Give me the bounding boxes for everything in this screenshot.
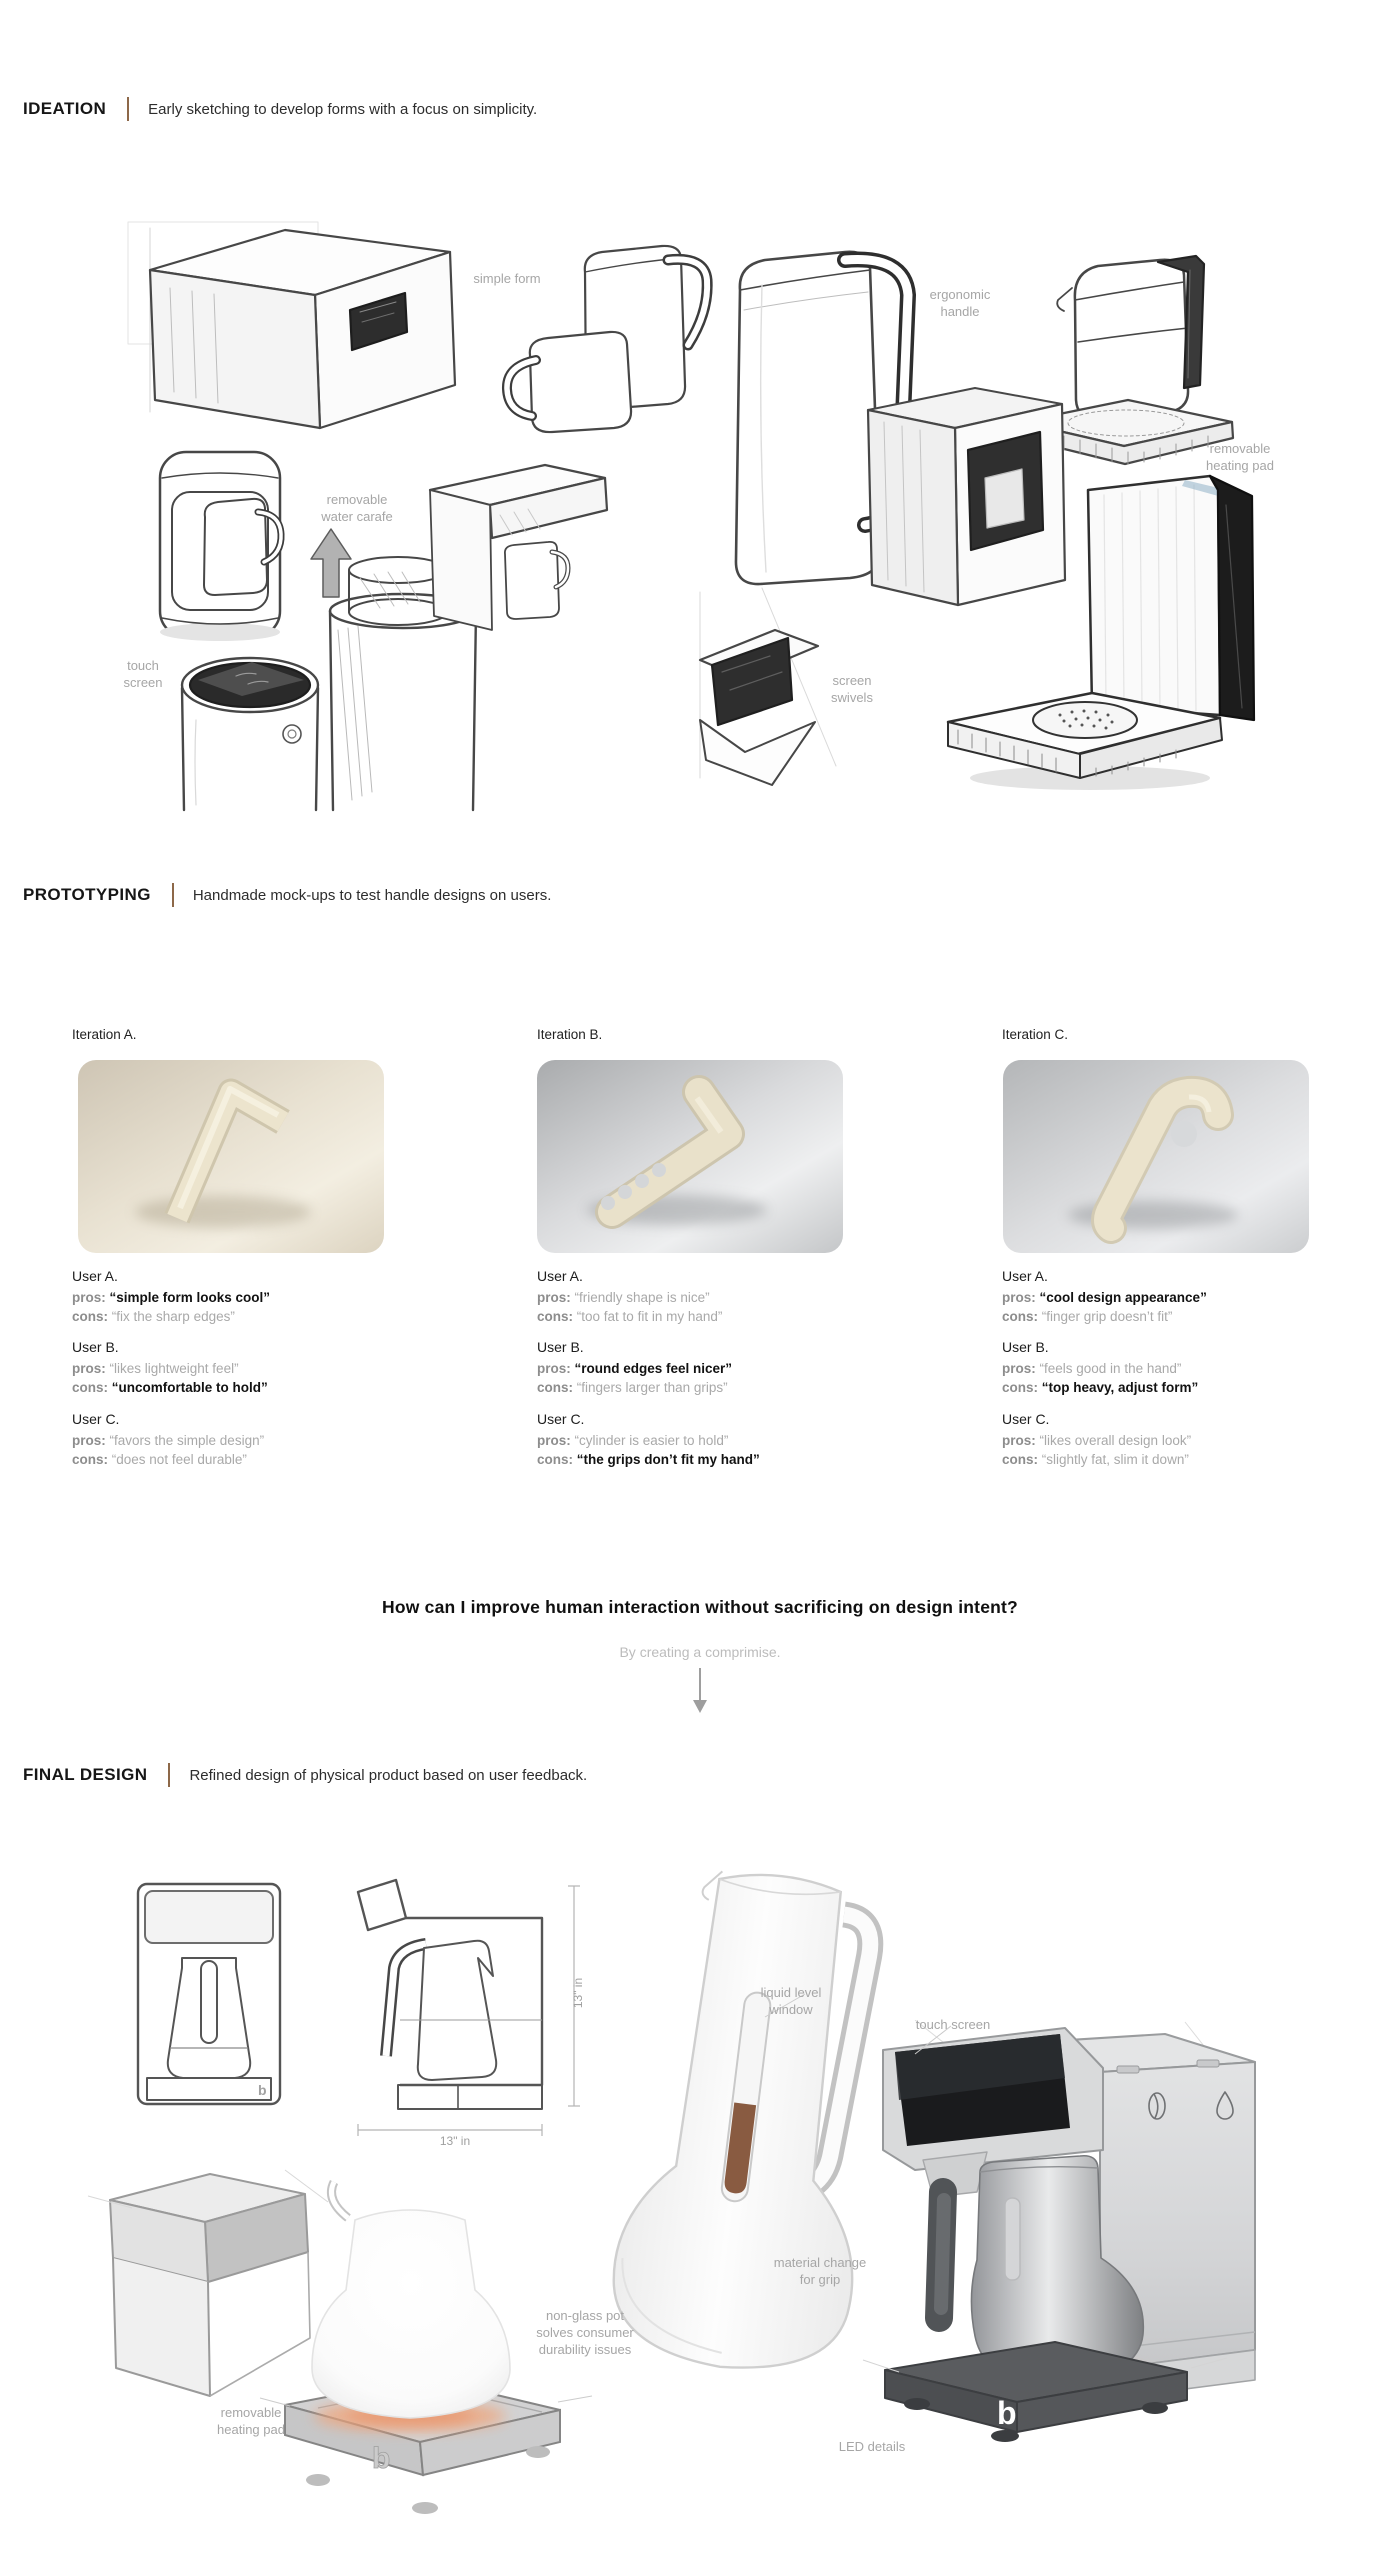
- sketch-slab-machine: [430, 465, 607, 630]
- cons-label: cons:: [72, 1380, 109, 1396]
- annotation-line: removable: [1209, 441, 1271, 456]
- pros-quote: “likes overall design look”: [1039, 1432, 1192, 1448]
- question-answer: By creating a comprimise.: [619, 1644, 781, 1660]
- pros-line: [72, 1359, 412, 1378]
- annotation-removable-heating-pad-final: [171, 2404, 331, 2438]
- pros-quote: “favors the simple design”: [109, 1432, 265, 1448]
- user-label: User C.: [1002, 1410, 1050, 1427]
- sketch-console-machine: [128, 222, 455, 428]
- pros-quote: “cool design appearance”: [1039, 1290, 1207, 1305]
- pros-quote: “friendly shape is nice”: [574, 1290, 710, 1305]
- prototype-photo-a: [78, 1060, 384, 1253]
- question-heading: How can I improve human interaction without sacrificing on design intent?: [382, 1597, 1018, 1617]
- pros-quote: “round edges feel nicer”: [574, 1361, 733, 1377]
- front-view-drawing: [130, 1880, 290, 2120]
- annotation-screen-swivels: [772, 672, 932, 706]
- feedback-column-a: [72, 1268, 412, 1482]
- annotation-line: LED details: [838, 2439, 906, 2454]
- height-dimension: 13" in: [571, 1977, 585, 2009]
- pros-label: pros:: [1002, 1361, 1036, 1377]
- cons-line: [72, 1378, 412, 1397]
- user-label: User B.: [537, 1339, 584, 1356]
- cons-line: [1002, 1307, 1342, 1326]
- annotation-line: for grip: [799, 2272, 841, 2288]
- user-feedback: [537, 1411, 877, 1469]
- user-label: User A.: [537, 1268, 583, 1284]
- iteration-b-label: Iteration B.: [537, 1027, 603, 1042]
- heating-pad-sketch: [80, 2160, 600, 2560]
- pros-label: pros:: [72, 1361, 106, 1377]
- iteration-c-label: Iteration C.: [1002, 1027, 1069, 1042]
- section-title: FINAL DESIGN: [23, 1765, 148, 1784]
- user-label: User B.: [1002, 1339, 1049, 1356]
- cons-quote: “uncomfortable to hold”: [111, 1380, 268, 1396]
- sketch-window-machine: [868, 388, 1065, 605]
- feedback-column-b: [537, 1268, 877, 1482]
- user-label: User A.: [72, 1268, 118, 1284]
- cons-label: cons:: [537, 1380, 574, 1396]
- pros-line: [537, 1359, 877, 1378]
- user-label: User C.: [72, 1410, 120, 1427]
- cons-line: [1002, 1450, 1342, 1469]
- pros-line: [1002, 1359, 1342, 1378]
- pros-quote: “feels good in the hand”: [1039, 1361, 1182, 1377]
- annotation-touch-screen: [63, 657, 223, 691]
- user-feedback: [1002, 1339, 1342, 1397]
- final-machine-render: [855, 2020, 1280, 2460]
- cons-quote: “too fat to fit in my hand”: [576, 1309, 723, 1325]
- handle-c-illustration: [1003, 1060, 1309, 1253]
- cons-line: [537, 1307, 877, 1326]
- cons-quote: “fix the sharp edges”: [111, 1309, 235, 1325]
- cons-line: [537, 1450, 877, 1469]
- annotation-touch-screen-final: [873, 2016, 1033, 2033]
- annotation-line: removable: [326, 492, 388, 507]
- annotation-line: swivels: [831, 690, 873, 706]
- pros-label: pros:: [72, 1290, 106, 1305]
- pros-line: [1002, 1288, 1342, 1307]
- annotation-removable-heating-pad: [1160, 440, 1320, 474]
- annotation-ergonomic-handle: [880, 286, 1040, 320]
- annotation-line: solves consumer: [536, 2325, 634, 2341]
- cons-label: cons:: [72, 1451, 109, 1467]
- user-feedback: [72, 1411, 412, 1469]
- pros-label: pros:: [537, 1361, 571, 1377]
- width-dimension: 13" in: [439, 2134, 471, 2148]
- user-label: User B.: [72, 1339, 119, 1356]
- annotation-line: heating pad: [1206, 458, 1274, 474]
- divider-bar: [168, 1763, 170, 1787]
- cons-quote: “top heavy, adjust form”: [1041, 1380, 1199, 1396]
- annotation-simple-form: [427, 270, 587, 287]
- user-feedback: [537, 1339, 877, 1397]
- cons-label: cons:: [537, 1451, 574, 1467]
- brand-logo: b: [997, 2395, 1017, 2431]
- annotation-line: simple form: [473, 271, 541, 286]
- brand-logo: b: [372, 2442, 391, 2475]
- pros-line: [1002, 1431, 1342, 1450]
- user-label: User C.: [537, 1410, 585, 1427]
- annotation-liquid-level-window: [711, 1984, 871, 2018]
- cons-line: [72, 1450, 412, 1469]
- divider-bar: [127, 97, 129, 121]
- annotation-non-glass-pot: [495, 2307, 675, 2358]
- pros-label: pros:: [1002, 1432, 1036, 1448]
- cons-quote: “finger grip doesn’t fit”: [1041, 1309, 1173, 1325]
- cons-quote: “does not feel durable”: [111, 1451, 247, 1467]
- cons-label: cons:: [1002, 1451, 1039, 1467]
- pros-quote: “cylinder is easier to hold”: [574, 1432, 729, 1448]
- sketch-carafe-machine: [160, 452, 281, 641]
- pros-line: [537, 1288, 877, 1307]
- pros-quote: “simple form looks cool”: [109, 1290, 271, 1305]
- annotation-line: ergonomic: [929, 287, 991, 302]
- annotation-line: durability issues: [538, 2342, 632, 2358]
- annotation-line: window: [769, 2002, 813, 2018]
- side-view-drawing: [340, 1878, 590, 2143]
- pros-label: pros:: [537, 1432, 571, 1448]
- final-design-header: [23, 1763, 587, 1787]
- ideation-header: [23, 97, 537, 121]
- annotation-line: screen: [123, 675, 163, 691]
- section-title: PROTOTYPING: [23, 885, 151, 904]
- cons-line: [72, 1307, 412, 1326]
- divider-bar: [172, 883, 174, 907]
- annotation-line: liquid level: [760, 1985, 822, 2000]
- cons-label: cons:: [1002, 1380, 1039, 1396]
- cons-line: [1002, 1378, 1342, 1397]
- handle-b-illustration: [537, 1060, 843, 1253]
- annotation-line: removable: [220, 2405, 282, 2420]
- cons-label: cons:: [537, 1309, 574, 1325]
- prototype-photo-c: [1003, 1060, 1309, 1253]
- user-feedback: [72, 1339, 412, 1397]
- pros-label: pros:: [537, 1290, 571, 1305]
- user-label: User A.: [1002, 1268, 1048, 1284]
- handle-a-illustration: [78, 1060, 384, 1253]
- prototyping-header: [23, 883, 551, 907]
- cons-quote: “slightly fat, slim it down”: [1041, 1451, 1189, 1467]
- section-subtitle: Refined design of physical product based on user feedback.: [189, 1766, 588, 1784]
- annotation-line: screen: [832, 673, 872, 688]
- annotation-line: non-glass pot: [545, 2308, 625, 2323]
- pros-line: [72, 1288, 412, 1307]
- annotation-led-details: [792, 2438, 952, 2455]
- cons-label: cons:: [1002, 1309, 1039, 1325]
- annotation-line: heating pad: [217, 2422, 285, 2438]
- annotation-line: touch: [127, 658, 159, 673]
- cons-quote: “the grips don’t fit my hand”: [576, 1451, 760, 1467]
- annotation-line: water carafe: [321, 509, 393, 525]
- ideation-sketches: [0, 160, 1400, 820]
- user-feedback: [72, 1268, 412, 1326]
- down-arrow-icon: [690, 1668, 710, 1714]
- open-machine-sketch: [88, 2170, 328, 2396]
- iteration-a-label: Iteration A.: [72, 1027, 137, 1042]
- pros-line: [537, 1431, 877, 1450]
- annotation-line: material change: [773, 2255, 867, 2270]
- annotation-material-change: [740, 2254, 900, 2288]
- annotation-line: handle: [940, 304, 980, 320]
- user-feedback: [537, 1268, 877, 1326]
- brand-logo: b: [258, 2082, 267, 2098]
- section-subtitle: Handmade mock-ups to test handle designs on users.: [192, 886, 552, 904]
- section-subtitle: Early sketching to develop forms with a focus on simplicity.: [148, 100, 538, 118]
- cons-line: [537, 1378, 877, 1397]
- pros-label: pros:: [1002, 1290, 1036, 1305]
- pros-label: pros:: [72, 1432, 106, 1448]
- user-feedback: [1002, 1411, 1342, 1469]
- feedback-column-c: [1002, 1268, 1342, 1482]
- section-title: IDEATION: [23, 99, 107, 118]
- annotation-removable-water-carafe: [277, 491, 437, 525]
- cons-label: cons:: [72, 1309, 109, 1325]
- prototype-photo-b: [537, 1060, 843, 1253]
- cons-quote: “fingers larger than grips”: [576, 1380, 728, 1396]
- user-feedback: [1002, 1268, 1342, 1326]
- pros-quote: “likes lightweight feel”: [109, 1361, 239, 1377]
- annotation-line: touch screen: [915, 2017, 991, 2032]
- pros-line: [72, 1431, 412, 1450]
